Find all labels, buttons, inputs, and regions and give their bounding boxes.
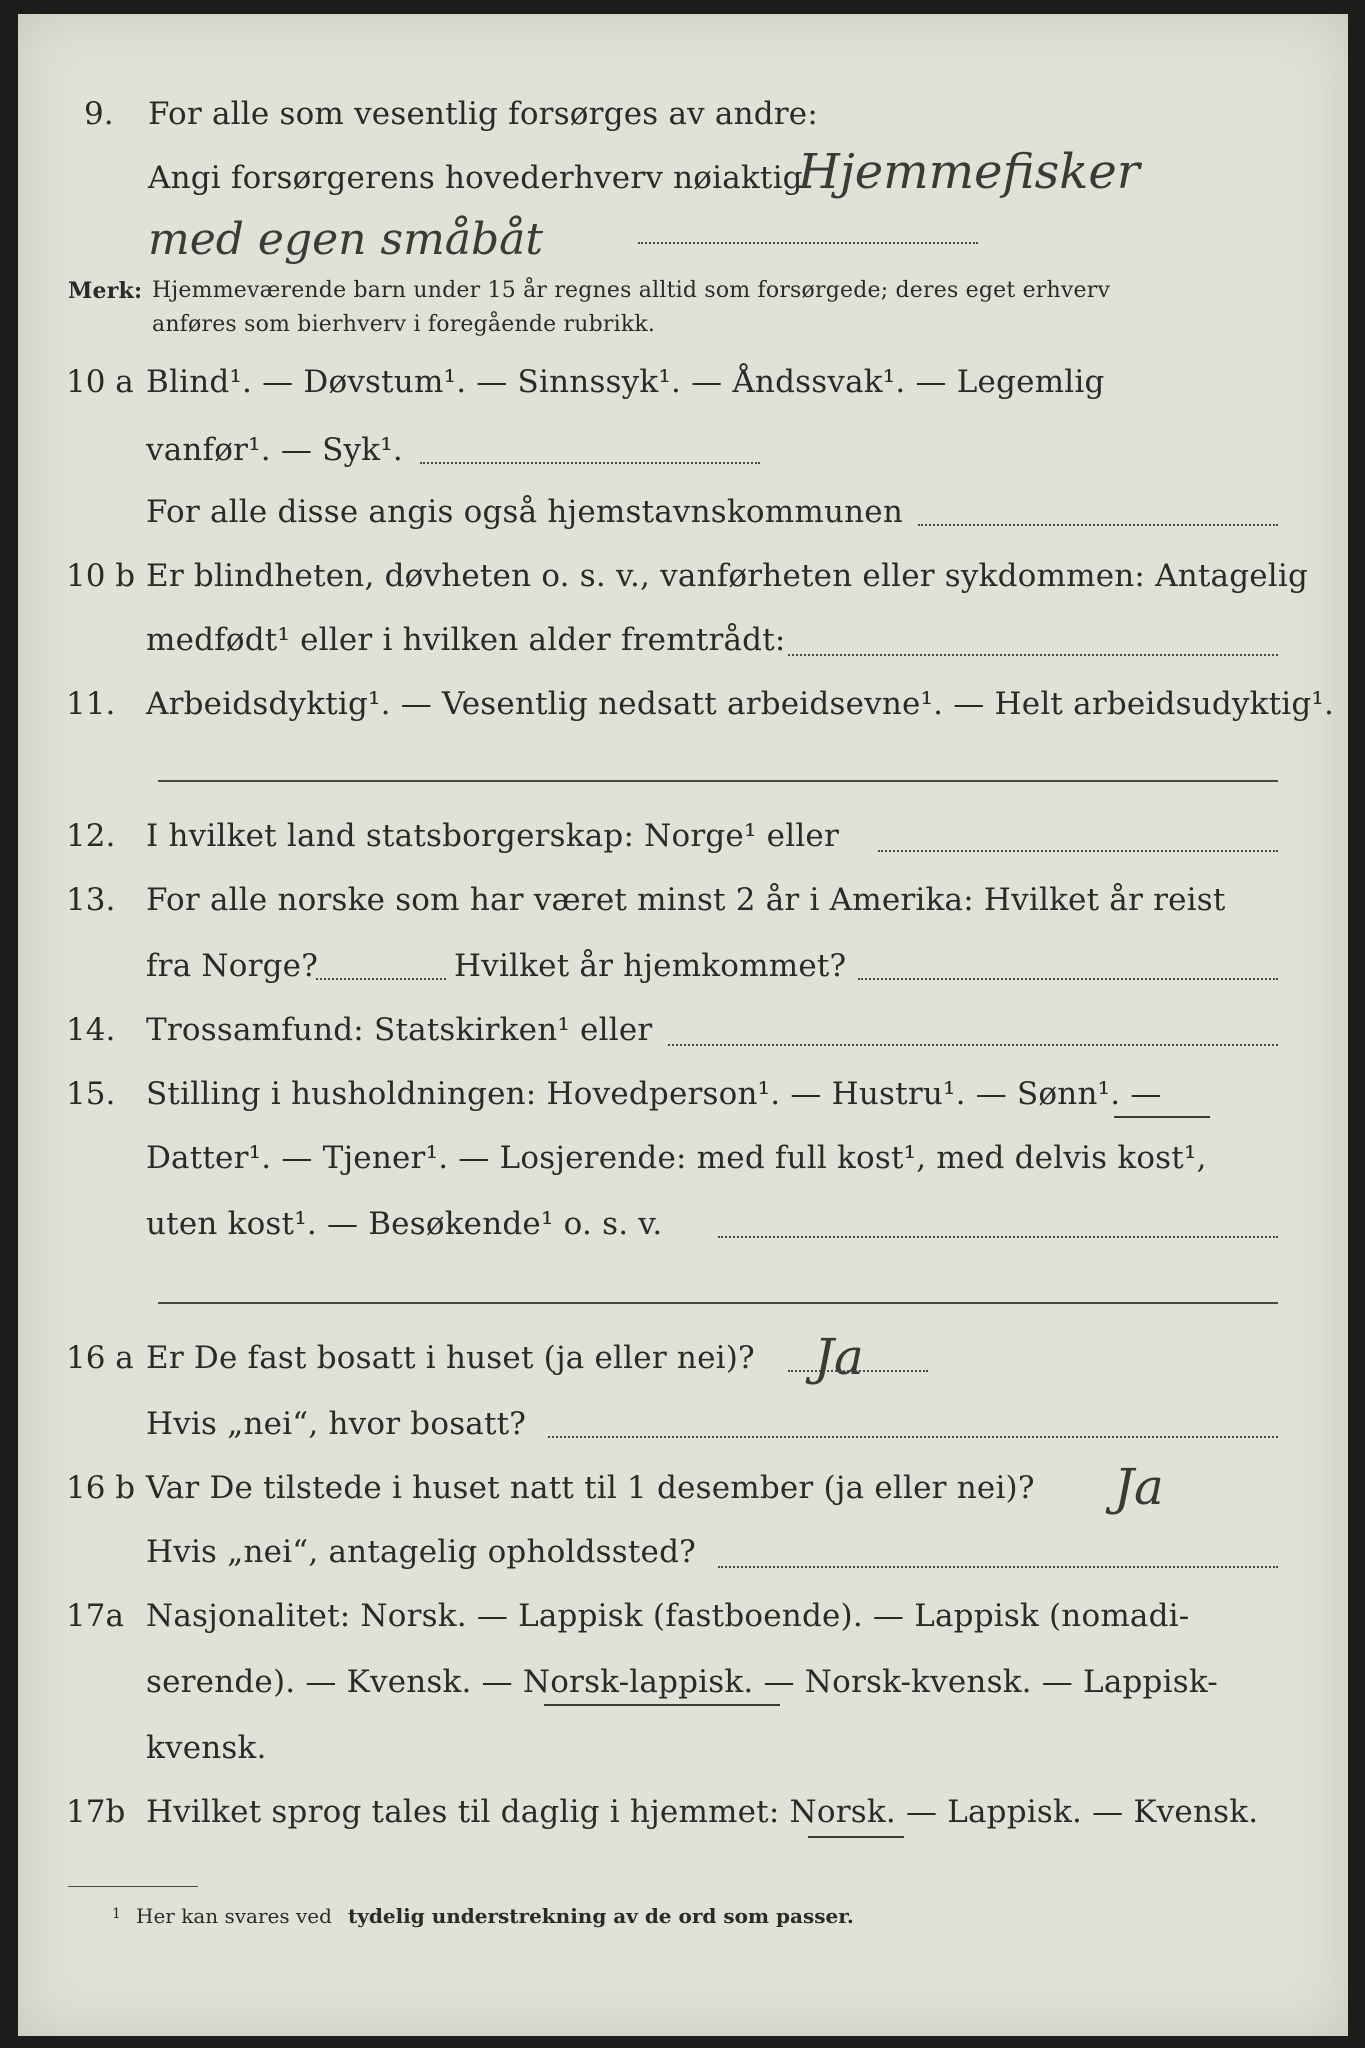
q16a-number: 16 a (66, 1340, 134, 1376)
q9-line1: For alle som vesentlig forsørges av andre: (148, 96, 818, 132)
census-form-page (18, 14, 1348, 2036)
q16a-line1-fill (788, 1370, 928, 1372)
q16b-line2: Hvis „nei“, antagelig opholdssted? (146, 1534, 696, 1570)
q10a-line2: vanfør¹. — Syk¹. (146, 432, 403, 468)
q17a-line3: kvensk. (146, 1730, 267, 1766)
q16b-handwritten-answer: Ja (1114, 1458, 1164, 1516)
q10a-line3-fill (918, 524, 1278, 526)
merk-line1: Hjemmeværende barn under 15 år regnes alltid som forsørgede; deres eget erhverv (152, 278, 1111, 303)
q16a-line1: Er De fast bosatt i huset (ja eller nei)? (146, 1340, 755, 1376)
q15-sonn-underline (1114, 1116, 1210, 1118)
q12-number: 12. (66, 818, 116, 854)
footnote-text-a: Her kan svares ved (136, 1904, 332, 1928)
q15-line3-fill (718, 1236, 1278, 1238)
q17a-line2: serende). — Kvensk. — Norsk-lappisk. — Norsk-kvensk. — Lappisk- (146, 1664, 1218, 1700)
q15-number: 15. (66, 1076, 116, 1112)
footnote-text-b: tydelig understrekning av de ord som passer. (348, 1904, 854, 1928)
q10a-line3: For alle disse angis også hjemstavnskommunen (146, 494, 903, 530)
q13-number: 13. (66, 882, 116, 918)
q17b-norsk-underline (808, 1836, 904, 1838)
q16b-line1: Var De tilstede i huset natt til 1 desember (ja eller nei)? (146, 1470, 1035, 1506)
q11-number: 11. (66, 686, 116, 722)
q15-answer-line (158, 1302, 1278, 1304)
q10b-line1: Er blindheten, døvheten o. s. v., vanførheten eller sykdommen: Antagelig (146, 558, 1309, 594)
q9-line2: Angi forsørgerens hovederhverv nøiaktig (148, 160, 803, 196)
q15-line1: Stilling i husholdningen: Hovedperson¹. — Hustru¹. — Sønn¹. — (146, 1076, 1162, 1112)
q16b-number: 16 b (66, 1470, 136, 1506)
q12-line1-fill (878, 850, 1278, 852)
q12-line1: I hvilket land statsborgerskap: Norge¹ eller (146, 818, 839, 854)
q9-handwritten-answer-2: med egen småbåt (148, 214, 544, 265)
q10a-number: 10 a (66, 364, 134, 400)
q13-line1: For alle norske som har været minst 2 år i Amerika: Hvilket år reist (146, 882, 1226, 918)
merk-label: Merk: (68, 278, 143, 304)
q9-answer-line (638, 242, 978, 244)
q10a-line1: Blind¹. — Døvstum¹. — Sinnssyk¹. — Åndssvak¹. — Legemlig (146, 364, 1105, 400)
q11-answer-line (158, 780, 1278, 782)
q17a-line1: Nasjonalitet: Norsk. — Lappisk (fastboende). — Lappisk (nomadi- (146, 1598, 1190, 1634)
q10b-line2: medfødt¹ eller i hvilken alder fremtrådt: (146, 622, 786, 658)
q14-line1-fill (668, 1044, 1278, 1046)
q16a-line2-fill (548, 1436, 1278, 1438)
q10a-line2-fill (420, 462, 760, 464)
q14-number: 14. (66, 1012, 116, 1048)
q16a-line2: Hvis „nei“, hvor bosatt? (146, 1406, 527, 1442)
q17b-line1: Hvilket sprog tales til daglig i hjemmet: Norsk. — Lappisk. — Kvensk. (146, 1794, 1259, 1830)
q17a-norsk-lappisk-underline (544, 1704, 780, 1706)
q15-line3: uten kost¹. — Besøkende¹ o. s. v. (146, 1206, 663, 1242)
q16b-line2-fill (718, 1566, 1278, 1568)
q17b-number: 17b (66, 1794, 126, 1830)
q9-handwritten-answer-1: Hjemmefisker (798, 144, 1140, 200)
q13-line2a-fill (316, 978, 446, 980)
q10b-line2-fill (788, 654, 1278, 656)
q14-line1: Trossamfund: Statskirken¹ eller (146, 1012, 653, 1048)
q13-line2b: Hvilket år hjemkommet? (454, 948, 847, 984)
q11-line1: Arbeidsdyktig¹. — Vesentlig nedsatt arbeidsevne¹. — Helt arbeidsudyktig¹. (146, 686, 1335, 722)
q17a-number: 17a (66, 1598, 124, 1634)
q13-line2b-fill (858, 978, 1278, 980)
q10b-number: 10 b (66, 558, 136, 594)
footnote-mark: 1 (112, 1906, 121, 1922)
merk-line2: anføres som bierhverv i foregående rubrikk. (152, 312, 656, 337)
footnote-rule (68, 1886, 198, 1887)
q9-number: 9. (84, 96, 114, 132)
q13-line2a: fra Norge? (146, 948, 319, 984)
q16a-handwritten-answer: Ja (814, 1328, 864, 1386)
q15-line2: Datter¹. — Tjener¹. — Losjerende: med full kost¹, med delvis kost¹, (146, 1140, 1207, 1176)
